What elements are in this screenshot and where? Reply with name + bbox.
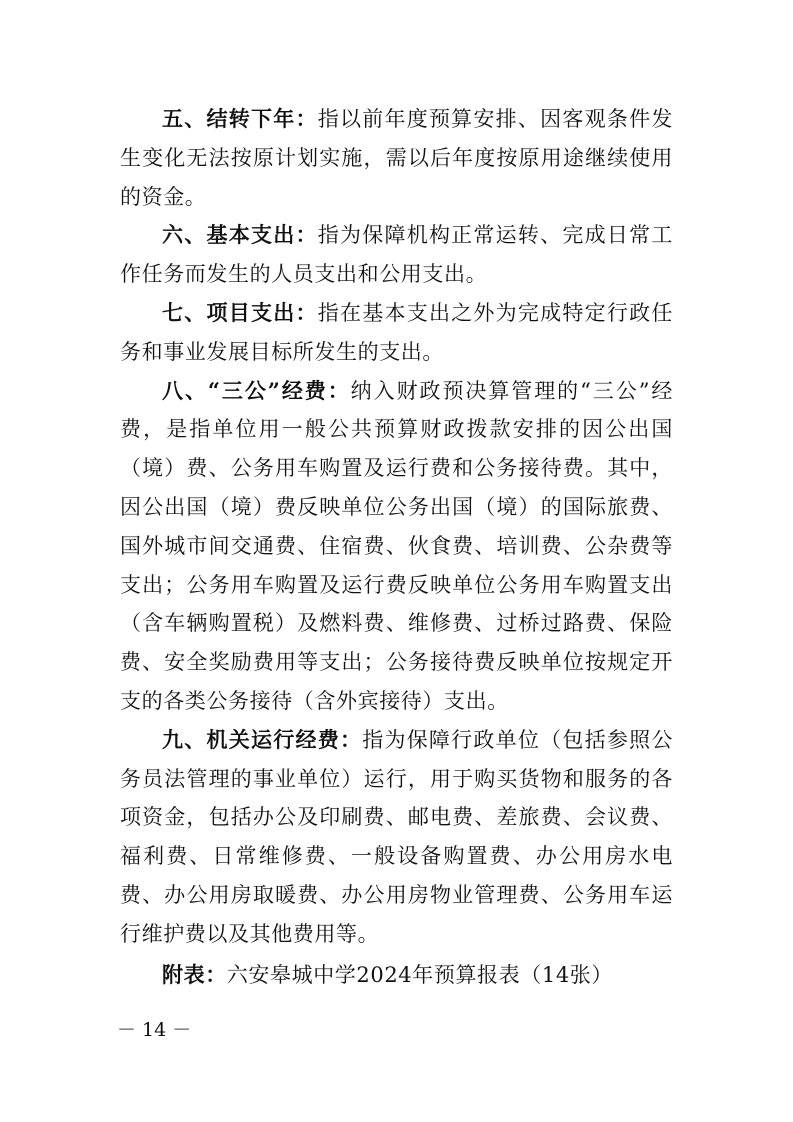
- paragraph-operating-funds: [120, 721, 673, 954]
- document-body: [120, 100, 673, 954]
- term-carryover: 五、结转下年：: [162, 106, 318, 131]
- definition-three-public-funds: 纳入财政预决算管理的“三公”经费，是指单位用一般公共预算财政拨款安排的因公出国（境）费、公务用车购置及运行费和公务接待费。其中，因公出国（境）费反映单位公务出国（境）的国际旅费、国外城市间交通费、住宿费、伙食费、培训费、公杂费等支出；公务用车购置及运行费反映单位公务用车购置支出（含车辆购置税）及燃料费、维修费、过桥过路费、保险费、安全奖励费用等支出；公务接待费反映单位按规定开支的各类公务接待（含外宾接待）支出。: [120, 378, 673, 713]
- definition-project-expenditure: 指在基本支出之外为完成特定行政任务和事业发展目标所发生的支出。: [120, 300, 673, 364]
- paragraph-project-expenditure: [120, 294, 673, 372]
- definition-operating-funds: 指为保障行政单位（包括参照公务员法管理的事业单位）运行，用于购买货物和服务的各项资金，包括办公及印刷费、邮电费、差旅费、会议费、福利费、日常维修费、一般设备购置费、办公用房水电费、办公用房取暖费、办公用房物业管理费、公务用车运行维护费以及其他费用等。: [120, 727, 673, 946]
- attachment-line: [162, 956, 613, 994]
- definition-carryover: 指以前年度预算安排、因客观条件发生变化无法按原计划实施，需以后年度按原用途继续使用的资金。: [120, 107, 673, 209]
- term-project-expenditure: 七、项目支出：: [162, 299, 318, 325]
- paragraph-basic-expenditure: [120, 216, 673, 294]
- page-number: － 14 －: [117, 1019, 192, 1041]
- paragraph-carryover: [120, 100, 673, 216]
- paragraph-three-public-funds: [120, 372, 673, 721]
- attachment-text: 六安皋城中学2024年预算报表（14张）: [226, 963, 613, 987]
- term-basic-expenditure: 六、基本支出：: [162, 222, 318, 248]
- term-operating-funds: 九、机关运行经费：: [162, 726, 363, 752]
- definition-basic-expenditure: 指为保障机构正常运转、完成日常工作任务而发生的人员支出和公用支出。: [120, 223, 673, 287]
- term-three-public-funds: 八、“三公”经费：: [162, 377, 351, 403]
- attachment-label: 附表：: [162, 962, 227, 987]
